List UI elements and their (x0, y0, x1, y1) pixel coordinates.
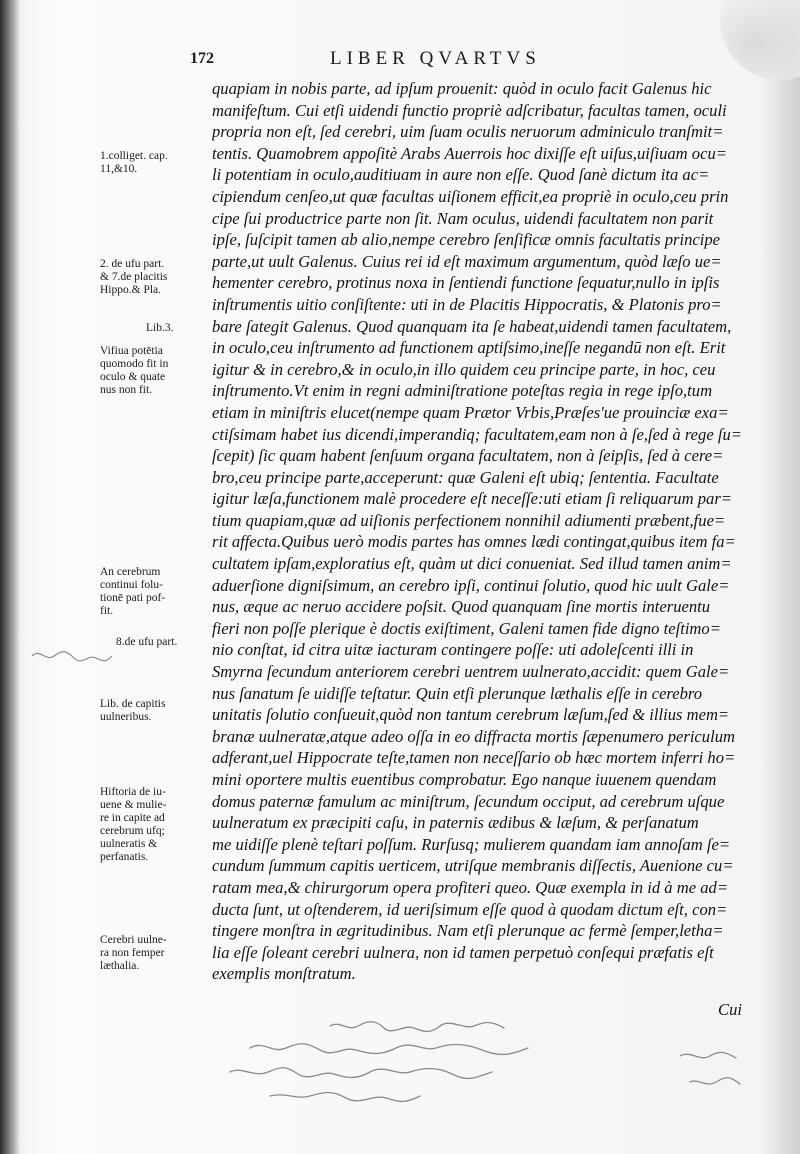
text-line: lia eſſe ſoleant cerebri uulnera, non id tamen perpetuò conſequi præfatis eſt (212, 942, 714, 962)
text-line: mini oportere multis euentibus comprobatur. Ego nanque iuuenem quendam (212, 770, 717, 789)
text-line: manifeſtum. Cui etſi uidendi functio propriè adſcribatur, facultas tamen, oculi (212, 100, 727, 120)
margin-note-line: 2. de ufu part. (100, 258, 165, 270)
text-line: inſtrumento.Vt enim in regni adminiſtratione poteſtas regia in rege ipſo,tum (212, 381, 713, 401)
margin-note (116, 636, 216, 649)
text-line: ipſe, ſuſcipit tamen ab alio,nempe cerebro ſenſificæ omnis facultatis principe (212, 230, 721, 250)
text-line: adferant,uel Hippocrate teſte,tamen non neceſſario ob hæc mortem inferri ho= (212, 748, 736, 768)
margin-note-line: fit. (100, 605, 114, 617)
margin-note-line: nus non fit. (100, 384, 153, 396)
margin-note-line: An cerebrum (100, 566, 161, 578)
margin-note-line: 1.colliget. cap. (100, 150, 168, 162)
text-line: igitur & in cerebro,& in oculo,in illo quidem ceu principe parte, in hoc, ceu (212, 359, 716, 379)
text-line: ducta ſunt, ut oſtenderem, id ueriſsimum eſſe quod à quodam dictum eſt, con= (212, 899, 728, 919)
margin-note (100, 150, 200, 176)
margin-note-line: Hippo.& Pla. (100, 284, 162, 296)
text-line: me uidiſſe plenè teſtari poſſum. Rurſusq; mulierem quandam iam annoſam ſe= (212, 834, 731, 854)
text-line: parte,ut uult Galenus. Cuius rei id eſt maximum argumentum, quòd læſo ue= (212, 251, 722, 271)
text-line: etiam in miniſtris elucet(nempe quam Prætor Vrbis,Præſes'ue prouinciæ exa= (212, 402, 729, 422)
margin-scribble (28, 640, 118, 670)
margin-note-line: uulneribus. (100, 711, 152, 723)
text-line: bro,ceu principe parte,acceperunt: quæ Galeni eſt ubiq; ſententia. Facultate (212, 467, 719, 487)
text-line: in oculo,ceu inſtrumento ad functionem aptiſsimo,ineſſe negandū non eſt. Erit (212, 338, 726, 358)
margin-note-line: tionē pati pof- (100, 592, 166, 604)
text-line: tentis. Quamobrem appoſitè Arabs Auerrois hoc dixiſſe eſt uiſus,uiſiuam ocu= (212, 143, 727, 163)
running-head: LIBER QVARTVS (330, 48, 541, 69)
text-line: exemplis monſtratum. (212, 964, 356, 984)
text-line: ratam mea,& chirurgorum opera profiteri queo. Quæ exempla in id à me ad= (212, 877, 729, 897)
text-line: igitur læſa,functionem malè procedere eſt neceſſe:uti etiam ſi reliquarum par= (212, 489, 732, 509)
margin-note-line: cerebrum ufq; (100, 825, 165, 837)
page-header (180, 48, 770, 72)
margin-note-line: Vifiua potētia (100, 345, 163, 357)
margin-note (100, 934, 200, 973)
text-line: aduerſione digniſsimum, an cerebro ipſi, continui ſolutio, quod hic uult Gale= (212, 575, 730, 595)
text-line: branæ uulneratæ,atque adeo oſſa in eo diffracta mortis ſæpenumero periculum (212, 726, 735, 746)
margin-note (100, 258, 200, 297)
handwritten-annotation (210, 1012, 770, 1122)
margin-note-line: continui folu- (100, 579, 163, 591)
margin-note-line: uulneratis & (100, 838, 158, 850)
text-line: propria non eſt, ſed cerebri, uim ſuam oculis neruorum adminiculo tranſmit= (212, 122, 724, 142)
text-line: domus paternæ famulum ac miniſtrum, ſecundum occiput, ad cerebrum uſque (212, 791, 725, 811)
text-line: rit affecta.Quibus uerò modis partes has omnes lædi contingat,quibus item fa= (212, 532, 736, 552)
catchword: Cui (718, 1000, 742, 1019)
text-line: unitatis ſolutio conſueuit,quòd non tantum cerebrum læſum,ſed & illius mem= (212, 705, 730, 725)
text-line: nus ſanatum ſe uidiſſe teſtatur. Quin etſi plerunque læthalis eſſe in cerebro (212, 683, 703, 703)
margin-note-line: uene & mulie- (100, 799, 167, 811)
margin-note-line: læthalia. (100, 960, 140, 972)
margin-note-line: quomodo fit in (100, 358, 169, 370)
margin-note (100, 698, 200, 724)
text-line: uulneratum ex præcipiti caſu, in paternis ædibus & læſum, & perſanatum (212, 813, 699, 833)
margin-note (100, 566, 200, 618)
margin-note-line: 11,&10. (100, 163, 138, 175)
text-line: li potentiam in oculo,auditiuam in aure non eſſe. Quod ſanè dictum ita ac= (212, 165, 710, 185)
text-line: tingere monſtra in ægritudinibus. Nam etſi plerunque ac fermè ſemper,letha= (212, 921, 724, 941)
margin-note-line: Lib.3. (146, 322, 174, 334)
text-line: cultatem ipſam,exploratius eſt, quàm ut dici conueniat. Sed illud tamen anim= (212, 554, 732, 574)
binding-shadow (0, 0, 20, 1154)
body-text (212, 78, 772, 985)
page-number: 172 (190, 50, 214, 67)
margin-note-line: & 7.de placitis (100, 271, 168, 283)
margin-note-line: Cerebri uulne- (100, 934, 167, 946)
text-line: cipe ſui productrice parte non ſit. Nam oculus, uidendi facultatem non parit (212, 208, 714, 228)
margin-note (100, 345, 200, 397)
text-line: cundum ſummum capitis uerticem, utriſque membranis diſſectis, Auenione cu= (212, 856, 734, 876)
margin-note (100, 786, 200, 864)
text-line: bare ſategit Galenus. Quod quanquam ita ſe habeat,uidendi tamen facultatem, (212, 316, 732, 336)
text-line: cipiendum cenſeo,ut quæ facultas uiſionem efficit,ea propriè in oculo,ceu prin (212, 186, 729, 206)
margin-note-line: 8.de ufu part. (116, 636, 178, 648)
text-line: fieri non poſſe plerique è doctis exiſtiment, Galeni tamen fide digno teſtimo= (212, 618, 721, 638)
text-line: quapiam in nobis parte, ad ipſum prouenit: quòd in oculo facit Galenus hic (212, 79, 712, 98)
margin-note-line: re in capite ad (100, 812, 165, 824)
margin-note-line: perfanatis. (100, 851, 149, 863)
margin-note-line: Lib. de capitis (100, 698, 166, 710)
text-line: tium quapiam,quæ ad uiſionis perfectionem nonnihil adiumenti præbent,fue= (212, 510, 726, 530)
margin-note-line: ra non femper (100, 947, 165, 959)
text-line: nio conſtat, id citra uitæ iacturam contingere poſſe: uti adoleſcenti illi in (212, 640, 694, 660)
text-line: hementer cerebro, protinus noxa in ſentiendi functione ſequatur,nullo in ipſis (212, 273, 720, 293)
text-line: ctiſsimam habet ius dicendi,imperandiq; facultatem,eam non à ſe,ſed à rege ſu= (212, 424, 742, 444)
margin-note-line: oculo & quate (100, 371, 166, 383)
text-line: Smyrna ſecundum anteriorem cerebri uentrem uulnerato,accidit: quem Gale= (212, 662, 730, 682)
margin-note-line: Hiftoria de iu- (100, 786, 166, 798)
text-line: ſcepit) ſic quam habent ſenſuum organa facultatem, non à ſeipſis, ſed à cere= (212, 446, 724, 466)
text-line: inſtrumentis uitio conſiſtente: uti in de Placitis Hippocratis, & Platonis pro= (212, 294, 722, 314)
text-line: nus, æque ac neruo accidere poſsit. Quod quanquam ſine mortis interuentu (212, 597, 711, 617)
